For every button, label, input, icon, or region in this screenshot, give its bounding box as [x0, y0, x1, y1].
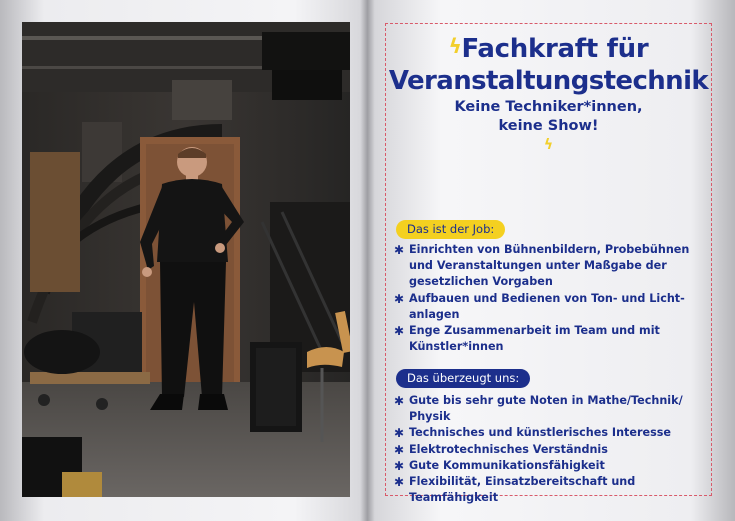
list-item-text: Gute bis sehr gute Noten in Mathe/Technik/ Physik	[409, 394, 683, 424]
list-item	[394, 242, 705, 291]
bullet-icon: ✱	[394, 394, 405, 408]
backstage-photo	[22, 22, 350, 497]
text-page-content	[386, 24, 711, 505]
bullet-icon: ✱	[394, 324, 405, 339]
bullet-icon: ✱	[394, 291, 405, 306]
subtitle-line2: keine Show!	[498, 118, 599, 134]
list-item	[394, 442, 705, 458]
sparkle-icon: ϟ	[543, 137, 554, 153]
list-item-text: Gute Kommunikationsfähigkeit	[409, 458, 605, 472]
title-line2: Veranstaltungstechnik	[388, 66, 709, 96]
job-list	[394, 242, 705, 355]
list-item-text: Flexibilität, Einsatzbereitschaft und Teamfähigkeit	[409, 475, 636, 505]
list-item	[394, 393, 705, 425]
list-item	[394, 291, 705, 323]
list-item-text: Enge Zusammenarbeit im Team und mit Künstler*innen	[409, 324, 660, 354]
page-title	[386, 30, 711, 97]
list-item	[394, 323, 705, 355]
profile-list	[394, 393, 705, 506]
text-page	[385, 23, 712, 505]
bullet-icon: ✱	[394, 458, 405, 473]
list-item-text: Elektrotechnisches Verständnis	[409, 442, 608, 456]
list-item	[394, 474, 705, 506]
list-item	[394, 425, 705, 441]
bullet-icon: ✱	[394, 475, 405, 490]
profile-heading: Das überzeugt uns:	[396, 369, 530, 388]
list-item	[394, 458, 705, 474]
bullet-icon: ✱	[394, 243, 405, 257]
list-item-text: Technisches und künstlerisches Interesse	[409, 426, 671, 440]
subtitle-line1: Keine Techniker*innen,	[454, 99, 643, 115]
title-line1: Fachkraft für	[461, 34, 649, 64]
bullet-icon: ✱	[394, 442, 405, 457]
bullet-icon: ✱	[394, 426, 405, 441]
page-subtitle	[386, 98, 711, 155]
photo-page	[22, 22, 350, 497]
job-heading: Das ist der Job:	[396, 220, 505, 239]
sparkle-icon: ϟ	[448, 34, 462, 58]
list-item-text: Aufbauen und Bedienen von Ton- und Licht-anlagen	[409, 291, 685, 321]
list-item-text: Einrichten von Bühnenbildern, Probebühnen und Veranstaltungen unter Maßgabe der gesetzlichen Vorgaben	[409, 243, 690, 289]
